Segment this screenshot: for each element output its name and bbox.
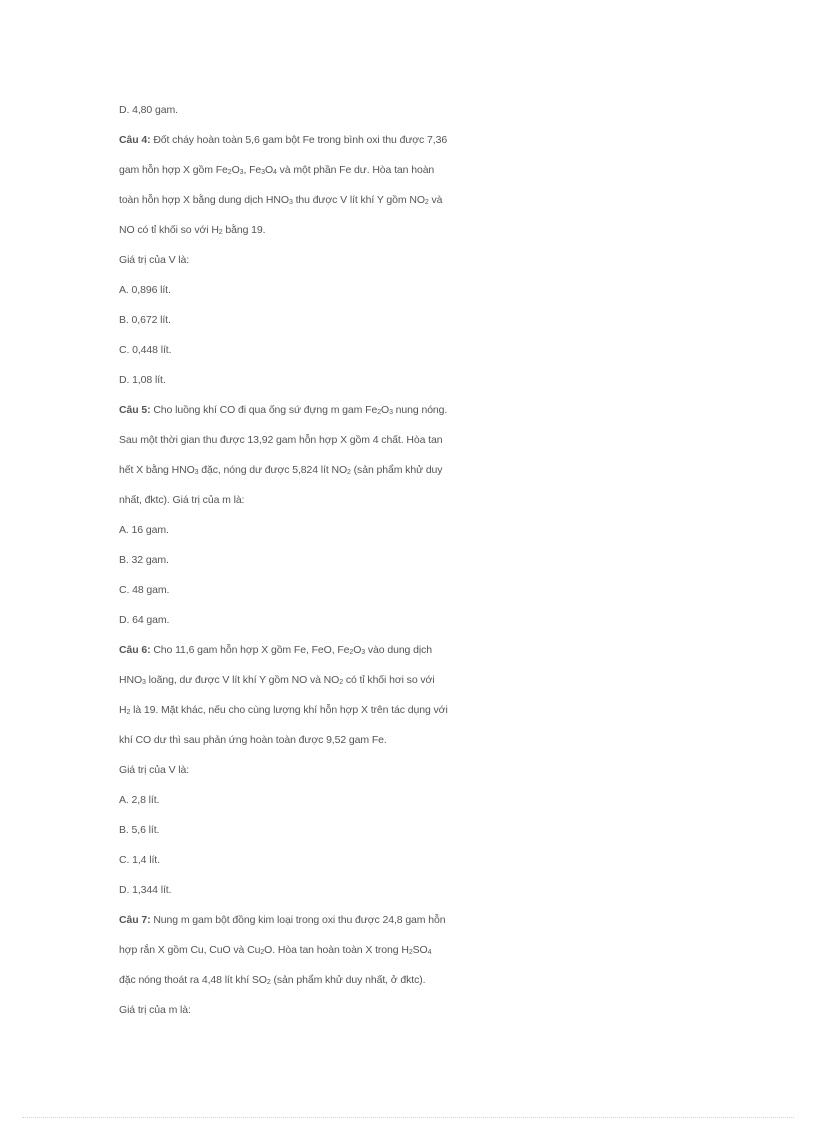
line-text: gam hỗn hợp X gồm Fe bbox=[119, 164, 228, 176]
line-text: là 19. Mặt khác, nếu cho cùng lượng khí hỗn hợp X trên tác dụng với bbox=[130, 704, 448, 716]
line-text: O. Hòa tan hoàn toàn X trong H bbox=[264, 944, 409, 956]
question-label: Câu 7: bbox=[119, 914, 151, 926]
answer-option bbox=[119, 518, 539, 548]
subscript: 2 bbox=[347, 469, 351, 476]
answer-option bbox=[119, 98, 539, 128]
subscript: 2 bbox=[227, 169, 232, 176]
line-text: O bbox=[231, 164, 240, 176]
subscript: 2 bbox=[408, 949, 413, 956]
line-text: D. 4,80 gam. bbox=[119, 104, 178, 116]
line-text: C. 0,448 lít. bbox=[119, 344, 172, 356]
line-text: B. 32 gam. bbox=[119, 554, 169, 566]
subscript: 3 bbox=[142, 679, 146, 686]
line-text: Cho 11,6 gam hỗn hợp X gồm Fe, FeO, Fe bbox=[150, 644, 350, 656]
line-text: HNO bbox=[119, 674, 143, 686]
line-text: C. 1,4 lít. bbox=[119, 854, 160, 866]
line-text: vào dung dịch bbox=[365, 644, 432, 656]
line-text: NO có tỉ khối so với H bbox=[119, 224, 219, 236]
line-text: thu được V lít khí Y gồm NO bbox=[292, 194, 425, 206]
line-text: bằng 19. bbox=[222, 224, 266, 236]
subscript: 3 bbox=[361, 649, 366, 656]
line-text: O bbox=[380, 404, 390, 416]
answer-option bbox=[119, 338, 539, 368]
subscript: 3 bbox=[239, 169, 244, 176]
line-text: A. 2,8 lít. bbox=[119, 794, 160, 806]
line-text: Giá trị của V là: bbox=[119, 764, 190, 776]
line-text: (sản phẩm khử duy bbox=[350, 464, 443, 476]
line-text: B. 0,672 lít. bbox=[119, 314, 171, 326]
question-label: Câu 5: bbox=[119, 404, 151, 416]
question-heading bbox=[119, 398, 539, 428]
line-text: hết X bằng HNO bbox=[119, 464, 195, 476]
answer-option bbox=[119, 878, 539, 908]
text-line bbox=[119, 668, 539, 698]
answer-option bbox=[119, 788, 539, 818]
text-line bbox=[119, 968, 539, 998]
text-line bbox=[119, 188, 539, 218]
line-text: toàn hỗn hợp X bằng dung dịch HNO bbox=[119, 194, 289, 206]
line-text: đặc nóng thoát ra 4,48 lít khí SO bbox=[119, 974, 267, 986]
answer-option bbox=[119, 578, 539, 608]
line-text: Cho luồng khí CO đi qua ống sứ đựng m gam Fe bbox=[150, 404, 378, 416]
subscript: 2 bbox=[260, 949, 265, 956]
answer-option bbox=[119, 308, 539, 338]
line-text: O bbox=[353, 644, 362, 656]
line-text: H bbox=[119, 704, 127, 716]
question-heading bbox=[119, 638, 539, 668]
text-line bbox=[119, 158, 539, 188]
line-text: đặc, nóng dư được 5,824 lít NO bbox=[198, 464, 348, 476]
subscript: 3 bbox=[194, 469, 199, 476]
line-text: O bbox=[264, 164, 274, 176]
text-line bbox=[119, 218, 539, 248]
line-text: nhất, đktc). Giá trị của m là: bbox=[119, 494, 245, 506]
text-line bbox=[119, 248, 539, 278]
line-text: có tỉ khối hơi so với bbox=[343, 674, 435, 686]
line-text: C. 48 gam. bbox=[119, 584, 170, 596]
subscript: 4 bbox=[427, 949, 432, 956]
line-text: SO bbox=[412, 944, 428, 956]
answer-option bbox=[119, 608, 539, 638]
line-text: D. 1,344 lít. bbox=[119, 884, 172, 896]
line-text: loãng, dư được V lít khí Y gồm NO và NO bbox=[145, 674, 340, 686]
line-text: A. 0,896 lít. bbox=[119, 284, 171, 296]
text-line bbox=[119, 758, 539, 788]
answer-option bbox=[119, 278, 539, 308]
question-label: Câu 4: bbox=[119, 134, 151, 146]
subscript: 2 bbox=[218, 229, 223, 236]
subscript: 2 bbox=[349, 649, 354, 656]
text-line bbox=[119, 698, 539, 728]
line-text: hợp rắn X gồm Cu, CuO và Cu bbox=[119, 944, 261, 956]
subscript: 2 bbox=[339, 679, 344, 686]
subscript: 2 bbox=[126, 709, 131, 716]
text-line bbox=[119, 998, 539, 1028]
line-text: và một phần Fe dư. Hòa tan hoàn bbox=[276, 164, 435, 176]
answer-option bbox=[119, 848, 539, 878]
answer-option bbox=[119, 368, 539, 398]
subscript: 4 bbox=[273, 169, 277, 176]
question-heading bbox=[119, 128, 539, 158]
line-text: khí CO dư thì sau phản ứng hoàn toàn được 9,52 gam Fe. bbox=[119, 734, 387, 746]
text-line bbox=[119, 458, 539, 488]
question-label: Câu 6: bbox=[119, 644, 151, 656]
subscript: 3 bbox=[261, 169, 265, 176]
line-text: D. 1,08 lít. bbox=[119, 374, 166, 386]
line-text: D. 64 gam. bbox=[119, 614, 170, 626]
line-text: Sau một thời gian thu được 13,92 gam hỗn hợp X gồm 4 chất. Hòa tan bbox=[119, 434, 443, 446]
line-text: Giá trị của m là: bbox=[119, 1004, 191, 1016]
subscript: 2 bbox=[424, 199, 429, 206]
line-text: và bbox=[428, 194, 443, 206]
line-text: , Fe bbox=[243, 164, 262, 176]
subscript: 3 bbox=[389, 409, 393, 416]
answer-option bbox=[119, 548, 539, 578]
line-text: (sản phẩm khử duy nhất, ở đktc). bbox=[270, 974, 426, 986]
text-line bbox=[119, 728, 539, 758]
line-text: A. 16 gam. bbox=[119, 524, 169, 536]
line-text: Nung m gam bột đồng kim loại trong oxi thu được 24,8 gam hỗn bbox=[150, 914, 446, 926]
answer-option bbox=[119, 818, 539, 848]
subscript: 3 bbox=[288, 199, 293, 206]
subscript: 2 bbox=[377, 409, 381, 416]
text-line bbox=[119, 428, 539, 458]
page-bottom-divider bbox=[22, 1117, 794, 1118]
line-text: nung nóng. bbox=[392, 404, 448, 416]
line-text: Đốt cháy hoàn toàn 5,6 gam bột Fe trong bình oxi thu được 7,36 bbox=[150, 134, 448, 146]
subscript: 2 bbox=[266, 979, 271, 986]
text-line bbox=[119, 938, 539, 968]
document-page bbox=[119, 98, 539, 1028]
line-text: Giá trị của V là: bbox=[119, 254, 190, 266]
line-text: B. 5,6 lít. bbox=[119, 824, 160, 836]
question-heading bbox=[119, 908, 539, 938]
text-line bbox=[119, 488, 539, 518]
